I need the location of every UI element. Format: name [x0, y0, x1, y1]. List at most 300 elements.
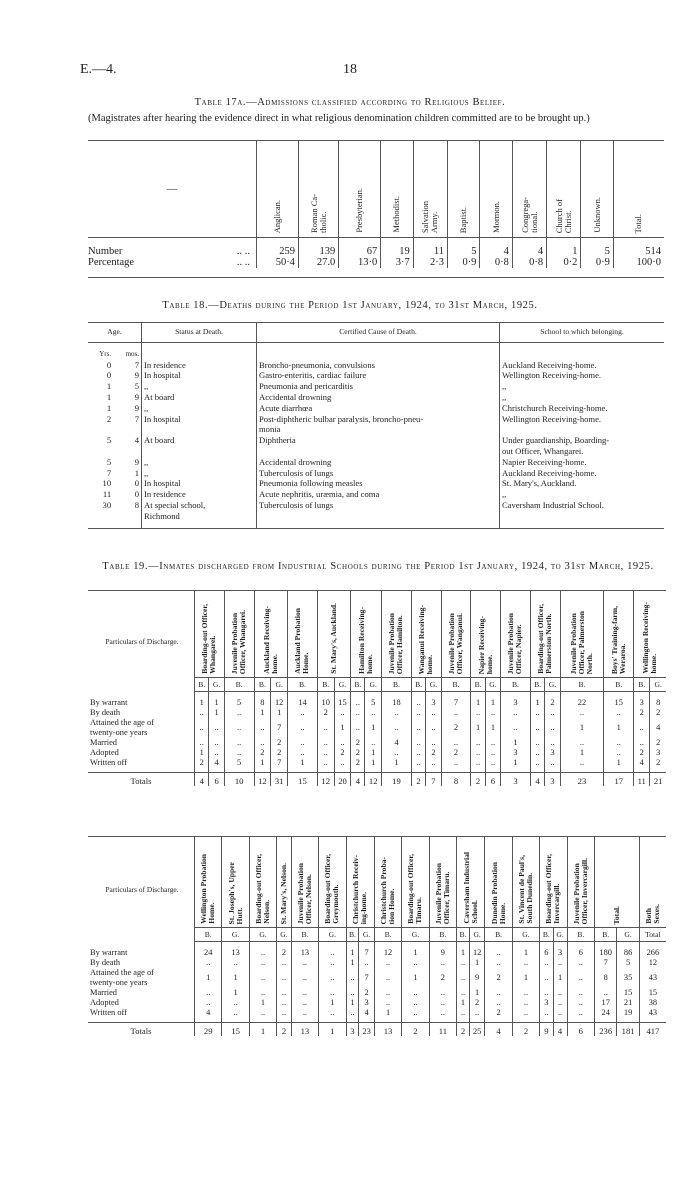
value-cell: 3	[553, 942, 567, 959]
total-cell: 8	[441, 773, 471, 787]
column-header: Status at Death.	[142, 323, 257, 343]
value-cell: ..	[382, 718, 412, 738]
value-cell: ..	[485, 758, 500, 773]
value-cell: ..	[402, 1008, 429, 1023]
cause-cell: Acute diarrhœa	[257, 403, 500, 414]
value-cell: 1	[560, 748, 604, 758]
value-cell: 9	[469, 968, 484, 988]
row-label: By warrant	[90, 947, 128, 957]
column-header	[540, 837, 567, 928]
total-cell: 6	[209, 773, 224, 787]
value-cell: 1	[469, 958, 484, 968]
value-cell: 2	[441, 718, 471, 738]
total-cell: 13	[374, 1023, 401, 1037]
value-cell: ..	[374, 958, 401, 968]
value-cell: 4	[650, 718, 666, 738]
school-cell: ,,	[500, 381, 665, 392]
age-months: 9	[134, 370, 139, 381]
value-cell: 1	[485, 718, 500, 738]
column-label: Boarding-out Officer, Nelson.	[254, 854, 272, 924]
row-label: Written off	[90, 758, 127, 767]
value-cell: 1	[365, 718, 382, 738]
total-cell: 31	[271, 773, 288, 787]
value-cell: 15	[639, 988, 666, 998]
total-cell: 4	[485, 1023, 512, 1037]
value-cell: 7	[271, 718, 288, 738]
corner-cell: —	[88, 141, 257, 238]
column-label: Wellington Probation Home.	[199, 854, 217, 924]
column-label: Total.	[611, 905, 621, 924]
value-cell: ..	[359, 958, 374, 968]
column-label: Wellington Receiving- home.	[641, 602, 659, 674]
status-cell: In hospital	[142, 478, 257, 489]
value-cell: 43	[639, 968, 666, 988]
value-cell: 8	[595, 968, 617, 988]
total-cell: 15	[222, 1023, 249, 1037]
age-years: 1	[106, 381, 112, 392]
value-cell: ..	[334, 758, 351, 773]
value-cell: ..	[512, 998, 539, 1008]
value-cell: ..	[224, 748, 254, 758]
value-cell: ..	[567, 968, 594, 988]
column-header	[254, 591, 288, 678]
column-header	[339, 141, 381, 238]
column-label: Anglican.	[271, 199, 282, 233]
value-cell: ..	[545, 738, 560, 748]
value-cell: 180	[595, 942, 617, 959]
sex-header: G.	[553, 928, 567, 942]
value-cell: 5	[224, 692, 254, 709]
column-label: Both Sexes.	[643, 904, 661, 924]
value-cell: 0·9	[447, 257, 479, 268]
age-months: 9	[134, 456, 139, 467]
age-unit: mos.	[125, 349, 139, 358]
value-cell: 259	[257, 238, 299, 258]
table-row	[88, 500, 664, 528]
leader-dots: .. ..	[236, 246, 250, 257]
sex-header: G.	[277, 928, 292, 942]
column-label: Congrega- tional.	[519, 197, 539, 233]
value-cell: ..	[334, 708, 351, 718]
cause-cell: Post-diphtheric bulbar paralysis, broncho-pneu- monia	[257, 414, 500, 436]
value-cell: ..	[471, 758, 485, 773]
column-header	[382, 591, 412, 678]
age-years: 2	[106, 413, 112, 424]
status-cell: ,,	[142, 457, 257, 468]
total-cell: 12	[365, 773, 382, 787]
column-header	[374, 837, 401, 928]
age-years: 30	[102, 499, 112, 510]
column-label: St. Vincent de Paul's, South Dunedin.	[516, 855, 534, 924]
cause-cell: Acute nephritis, uræmia, and coma	[257, 489, 500, 500]
school-cell: Auckland Receiving-home.	[500, 468, 665, 479]
column-header	[447, 141, 479, 238]
row-label-text: Number	[88, 246, 123, 257]
total-cell: 12	[254, 773, 271, 787]
value-cell: 5	[581, 238, 613, 258]
value-cell: 7	[359, 942, 374, 959]
bottom-rule	[88, 528, 664, 529]
sex-header: G.	[222, 928, 249, 942]
column-header	[257, 141, 299, 238]
column-header	[471, 591, 501, 678]
value-cell: ..	[351, 718, 365, 738]
value-cell: ..	[224, 718, 254, 738]
spacer-cell	[257, 342, 500, 359]
column-label: Caversham Industrial School.	[461, 852, 479, 924]
value-cell: 1	[501, 758, 531, 773]
age-years: 10	[102, 478, 112, 489]
value-cell: 10	[317, 692, 334, 709]
age-months: 7	[134, 359, 139, 370]
discharges-table-part1	[88, 590, 666, 786]
table-row	[88, 468, 664, 479]
totals-row	[88, 1023, 666, 1037]
column-label: Boarding-out Officer, Palmerston North.	[536, 604, 554, 674]
value-cell: 1	[209, 708, 224, 718]
value-cell: ..	[351, 708, 365, 718]
total-cell: 9	[540, 1023, 553, 1037]
column-label: Juvenile Probation Officer, Timaru.	[433, 862, 451, 924]
total-cell: 2	[457, 1023, 470, 1037]
value-cell: 4	[195, 1008, 222, 1023]
school-cell: Auckland Receiving-home.	[500, 360, 665, 371]
value-cell: ..	[471, 708, 485, 718]
value-cell: ..	[441, 738, 471, 748]
table-row	[88, 718, 666, 738]
column-label: St. Joseph's, Upper Hutt.	[226, 861, 244, 924]
value-cell: 2	[277, 942, 292, 959]
sex-header: G.	[359, 928, 374, 942]
value-cell: 1	[553, 968, 567, 988]
table-row	[88, 738, 666, 748]
table-row	[88, 748, 666, 758]
religion-table	[88, 140, 664, 268]
value-cell: 3	[426, 692, 441, 709]
value-cell: 4	[209, 758, 224, 773]
value-cell: ..	[530, 738, 544, 748]
value-cell: 2	[441, 748, 471, 758]
column-header	[429, 837, 456, 928]
value-cell: 2	[545, 692, 560, 709]
value-cell: ..	[351, 692, 365, 709]
value-cell: ..	[471, 738, 485, 748]
column-header	[501, 591, 531, 678]
status-cell: In residence	[142, 489, 257, 500]
value-cell: 1	[485, 692, 500, 709]
school-cell: ,,	[500, 489, 665, 500]
column-header: Certified Cause of Death.	[257, 323, 500, 343]
value-cell: 3	[540, 998, 553, 1008]
total-cell: 2	[471, 773, 485, 787]
column-header	[224, 591, 254, 678]
sex-header: B.	[471, 678, 485, 692]
column-header	[195, 837, 222, 928]
value-cell: 86	[617, 942, 639, 959]
column-header	[351, 591, 382, 678]
age-units-row	[88, 342, 664, 359]
table-row	[88, 403, 664, 414]
discharges-table-part2	[88, 836, 666, 1036]
value-cell: ..	[382, 708, 412, 718]
value-cell: 1	[512, 968, 539, 988]
value-cell: ..	[374, 968, 401, 988]
header-row	[88, 323, 664, 343]
header-row	[88, 591, 666, 678]
age-unit: Yrs.	[99, 349, 112, 358]
header-row	[88, 141, 664, 238]
cause-cell: Accidental drowning	[257, 457, 500, 468]
total-cell: 2	[402, 1023, 429, 1037]
status-cell: At board	[142, 392, 257, 403]
column-label: Wanganui Receiving- home.	[417, 604, 435, 674]
total-cell: 19	[382, 773, 412, 787]
column-header	[512, 141, 546, 238]
cause-cell: Broncho-pneumonia, convulsions	[257, 360, 500, 371]
value-cell: ..	[222, 958, 249, 968]
value-cell: 1	[457, 942, 470, 959]
value-cell: 1	[560, 718, 604, 738]
table-row	[88, 998, 666, 1008]
school-cell: Wellington Receiving-home.	[500, 414, 665, 436]
value-cell: 12	[469, 942, 484, 959]
value-cell: ..	[277, 968, 292, 988]
table-row	[88, 414, 664, 436]
value-cell: ..	[346, 988, 359, 998]
column-label: Christchurch Proba- tion Home.	[379, 856, 397, 924]
column-label: Mormon.	[490, 201, 501, 233]
total-cell: 417	[639, 1023, 666, 1037]
table-row	[88, 457, 664, 468]
value-cell: ..	[382, 748, 412, 758]
total-cell: 17	[604, 773, 634, 787]
value-cell: 1	[288, 758, 318, 773]
value-cell: ..	[426, 738, 441, 748]
value-cell: 2	[469, 998, 484, 1008]
table-row	[88, 478, 664, 489]
value-cell: ..	[567, 1008, 594, 1023]
value-cell: 1	[402, 968, 429, 988]
value-cell: ..	[195, 998, 222, 1008]
value-cell: ..	[288, 738, 318, 748]
column-header	[346, 837, 374, 928]
column-header	[222, 837, 249, 928]
value-cell: ..	[346, 968, 359, 988]
sex-header: B.	[441, 678, 471, 692]
value-cell: 1	[195, 748, 209, 758]
row-label: Attained the age of twenty-one years	[90, 968, 154, 987]
column-label: Juvenile Probation Officer, Invercargill.	[571, 857, 589, 924]
value-cell: ..	[553, 1008, 567, 1023]
total-cell: 6	[567, 1023, 594, 1037]
value-cell: ..	[457, 988, 470, 998]
value-cell: 0·9	[581, 257, 613, 268]
value-cell: 2	[271, 748, 288, 758]
value-cell: 18	[382, 692, 412, 709]
value-cell: 12	[374, 942, 401, 959]
column-label: Methodist.	[391, 196, 402, 233]
value-cell: 2	[271, 738, 288, 748]
status-cell: ,,	[142, 403, 257, 414]
age-months: 4	[134, 435, 139, 446]
column-header: Age.	[88, 323, 142, 343]
value-cell: 5	[447, 238, 479, 258]
value-cell: ..	[249, 1008, 276, 1023]
total-cell: 13	[291, 1023, 318, 1037]
value-cell: 15	[334, 692, 351, 709]
age-years: 1	[106, 402, 112, 413]
value-cell: ..	[319, 942, 346, 959]
sex-header: B.	[501, 678, 531, 692]
value-cell: ..	[209, 718, 224, 738]
table-row	[88, 968, 666, 988]
value-cell: 1	[346, 958, 359, 968]
header-row	[88, 837, 666, 928]
value-cell: 1	[512, 942, 539, 959]
table-row	[88, 370, 664, 381]
cause-cell: Tuberculosis of lungs	[257, 500, 500, 528]
value-cell: ..	[530, 748, 544, 758]
age-years: 1	[106, 391, 112, 402]
value-cell: 50·4	[257, 257, 299, 268]
column-label: Unknown.	[591, 197, 602, 233]
column-header	[639, 837, 666, 928]
status-cell: In residence	[142, 360, 257, 371]
value-cell: ..	[567, 958, 594, 968]
column-header	[480, 141, 512, 238]
column-label: Boarding-out Officer, Invercargill.	[544, 854, 562, 924]
sex-header: B.	[317, 678, 334, 692]
value-cell: ..	[560, 758, 604, 773]
column-header	[381, 141, 413, 238]
value-cell: 514	[613, 238, 664, 258]
table-row	[88, 489, 664, 500]
value-cell: 1	[365, 748, 382, 758]
column-header	[560, 591, 604, 678]
value-cell: 1	[254, 758, 271, 773]
total-cell: 20	[334, 773, 351, 787]
age-months: 8	[134, 499, 139, 510]
table-row	[88, 257, 664, 268]
value-cell: 27.0	[298, 257, 338, 268]
column-header	[277, 837, 292, 928]
value-cell: 4	[512, 238, 546, 258]
total-cell: 4	[195, 773, 209, 787]
column-label: Boarding-out Officer, Timaru.	[406, 854, 424, 924]
table19-title: Table 19.—Inmates discharged from Industrial Schools during the Period 1st January, 1924, to 31st March, 1925.	[102, 561, 654, 572]
value-cell: 14	[288, 692, 318, 709]
column-label: Presbyterian.	[354, 188, 365, 233]
sex-header: G.	[402, 928, 429, 942]
value-cell: ..	[319, 958, 346, 968]
total-cell: 11	[429, 1023, 456, 1037]
page-number: 18	[343, 62, 357, 77]
value-cell: 2	[650, 708, 666, 718]
value-cell: 2	[351, 748, 365, 758]
report-code: E.—4.	[80, 62, 117, 77]
total-cell: 4	[530, 773, 544, 787]
value-cell: ..	[604, 748, 634, 758]
value-cell: ..	[553, 988, 567, 998]
value-cell: ..	[402, 988, 429, 998]
value-cell: 4	[480, 238, 512, 258]
value-cell: ..	[209, 748, 224, 758]
column-header	[291, 837, 318, 928]
column-label: Juvenile Probation Officer, Nelson.	[295, 862, 313, 924]
column-label: Juvenile Probation Officer, Napier.	[506, 612, 524, 674]
row-label: By death	[90, 958, 121, 967]
total-cell: 4	[351, 773, 365, 787]
total-cell: 6	[485, 773, 500, 787]
total-cell: 15	[288, 773, 318, 787]
value-cell: ..	[291, 968, 318, 988]
value-cell: 8	[650, 692, 666, 709]
total-cell: 2	[277, 1023, 292, 1037]
table-row	[88, 692, 666, 709]
column-label: Juvenile Probation Officer, Hamilton.	[387, 612, 405, 674]
sex-header: B.	[485, 928, 512, 942]
sex-header: B.	[254, 678, 271, 692]
column-header	[249, 837, 276, 928]
value-cell: 0·8	[512, 257, 546, 268]
cause-cell: Pneumonia and pericarditis	[257, 381, 500, 392]
value-cell: 1	[334, 718, 351, 738]
value-cell: ..	[209, 738, 224, 748]
value-cell: ..	[530, 708, 544, 718]
sex-header: B.	[567, 928, 594, 942]
table18-title: Table 18.—Deaths during the Period 1st January, 1924, to 31st March, 1925.	[162, 300, 538, 311]
value-cell: ..	[346, 1008, 359, 1023]
sex-header: B.	[382, 678, 412, 692]
value-cell: ..	[604, 708, 634, 718]
value-cell: ..	[365, 708, 382, 718]
value-cell: ..	[195, 738, 209, 748]
value-cell: ..	[426, 758, 441, 773]
age-years: 11	[102, 489, 112, 500]
column-header	[547, 141, 581, 238]
value-cell: ..	[501, 708, 531, 718]
value-cell: 2	[334, 748, 351, 758]
cause-cell: Accidental drowning	[257, 392, 500, 403]
value-cell: ..	[634, 718, 650, 738]
table17-title: Table 17a.—Admissions classified according to Religious Belief.	[194, 97, 506, 108]
value-cell: ..	[254, 718, 271, 738]
column-header	[595, 837, 640, 928]
value-cell: 3	[650, 748, 666, 758]
value-cell: 43	[639, 1008, 666, 1023]
value-cell: 13	[222, 942, 249, 959]
table-row	[88, 435, 664, 457]
column-label: Napier Receiving- home.	[476, 615, 494, 674]
sex-header: Total	[639, 928, 666, 942]
row-label-text: Percentage	[88, 257, 135, 268]
value-cell: ..	[485, 988, 512, 998]
value-cell: ..	[429, 988, 456, 998]
column-header	[413, 141, 447, 238]
value-cell: 0·8	[480, 257, 512, 268]
value-cell: 24	[195, 942, 222, 959]
column-label: Roman Ca- tholic.	[308, 194, 328, 233]
status-cell: At board	[142, 435, 257, 457]
table-row	[88, 708, 666, 718]
value-cell: ..	[560, 738, 604, 748]
value-cell: 1	[469, 988, 484, 998]
value-cell: ..	[317, 738, 334, 748]
value-cell: 4	[634, 758, 650, 773]
value-cell: ..	[411, 708, 425, 718]
value-cell: ..	[604, 738, 634, 748]
value-cell: ..	[402, 998, 429, 1008]
